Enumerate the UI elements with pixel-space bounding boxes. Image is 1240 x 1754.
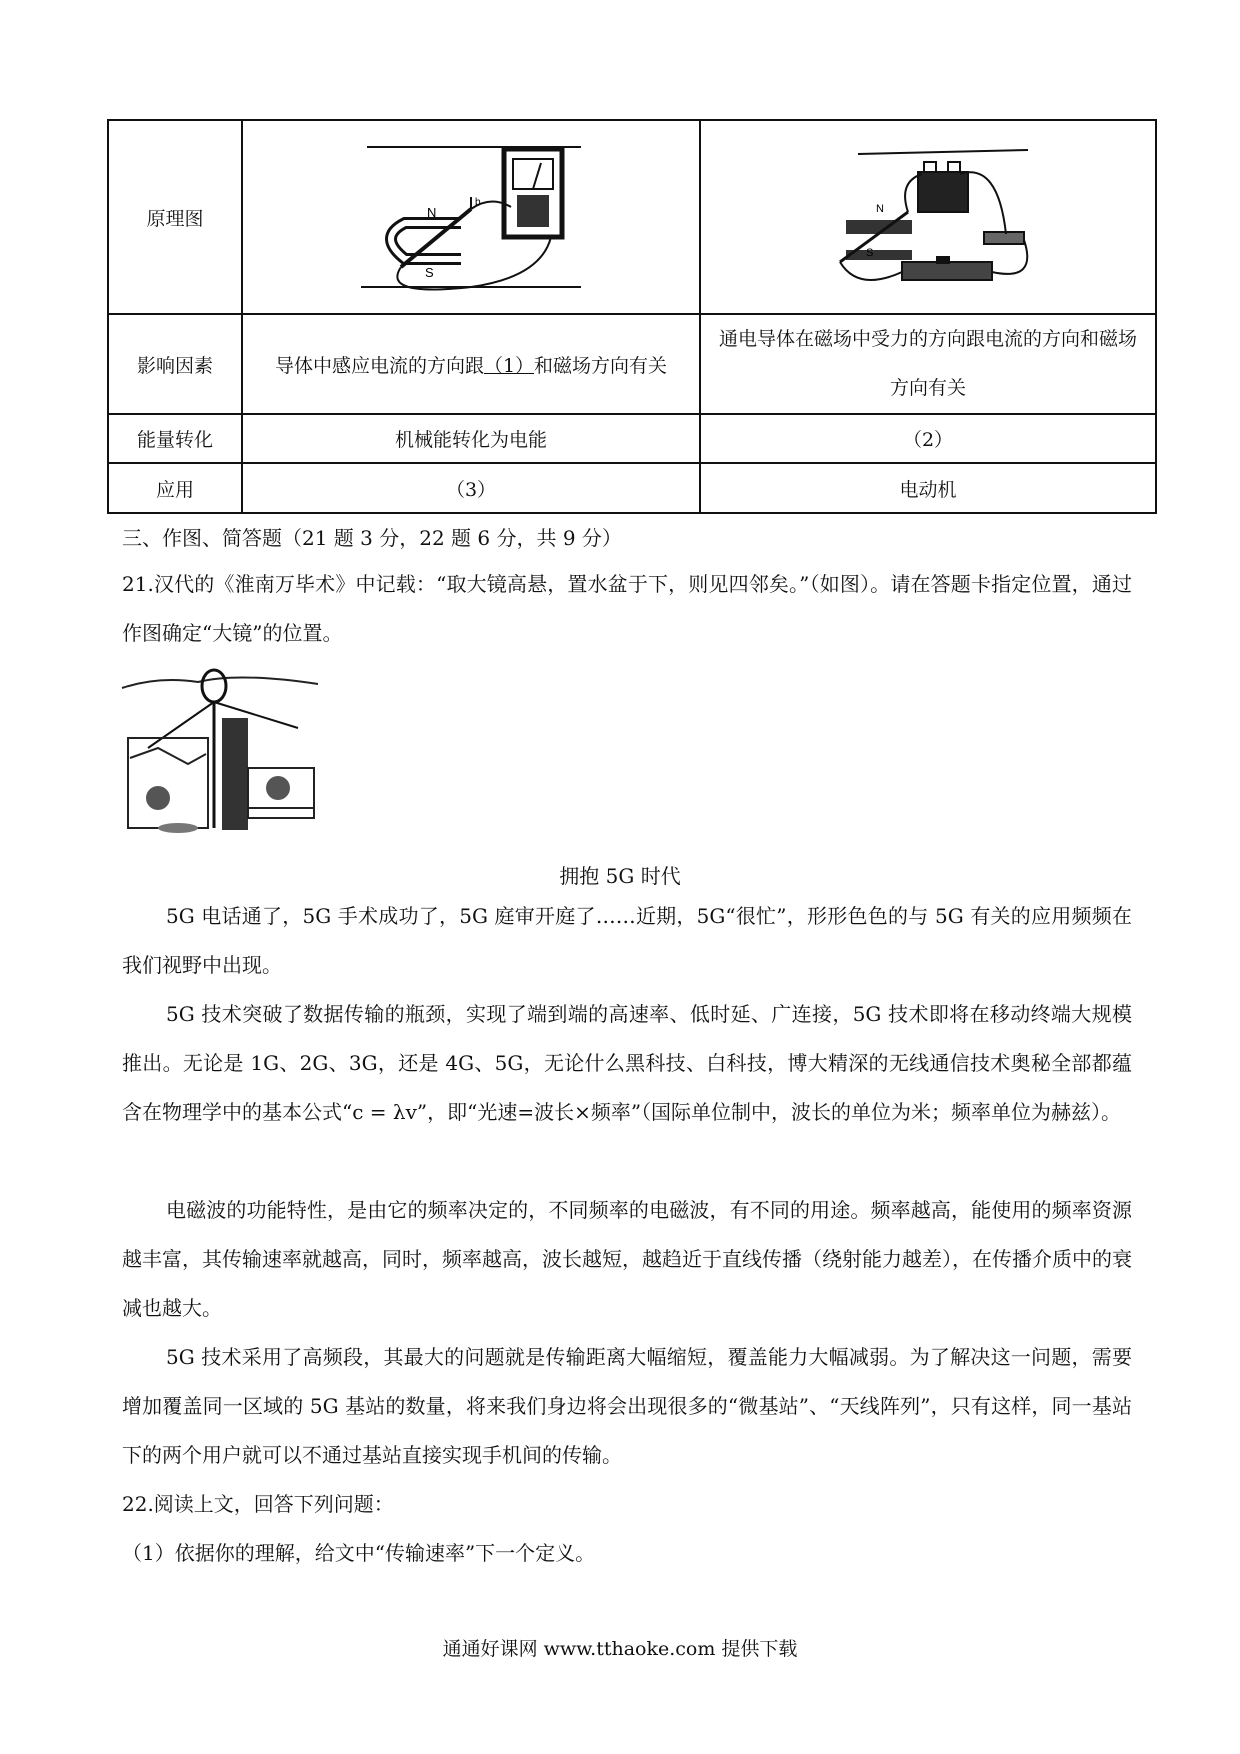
label-n: N [427, 205, 437, 220]
label-b: b [475, 197, 481, 208]
motor-circuit-diagram [818, 132, 1038, 302]
factor-force-cell: 通电导体在磁场中受力的方向跟电流的方向和磁场方向有关 [700, 314, 1156, 414]
principle-table [107, 119, 1157, 514]
blank-2: （2） [700, 414, 1156, 463]
ancient-mirror-illustration [118, 668, 320, 838]
article-paragraph-3: 电磁波的功能特性，是由它的频率决定的，不同频率的电磁波，有不同的用途。频率越高，能使用的频率资源越丰富，其传输速率就越高，同时，频率越高，波长越短，越趋近于直线传播（绕射能力越差），在传播介质中的衰减也越大。 [122, 1198, 1132, 1320]
q22-intro: 22.阅读上文，回答下列问题： [122, 1492, 394, 1516]
q21-text: 21.汉代的《淮南万毕术》中记载：“取大镜高悬，置水盆于下，则见四邻矣。”（如图）。请在答题卡指定位置，通过作图确定“大镜”的位置。 [122, 572, 1132, 645]
table-row-energy [108, 414, 1156, 463]
label-n2: N [876, 203, 884, 215]
blank-1: （1） [483, 354, 535, 377]
article-paragraph-4: 5G 技术采用了高频段，其最大的问题就是传输距离大幅缩短，覆盖能力大幅减弱。为了解决这一问题，需要增加覆盖同一区域的 5G 基站的数量，将来我们身边将会出现很多的“微基站”、“天线阵列”，只有这样，同一基站下的两个用户就可以不通过基站直接实现手机间的传输。 [122, 1345, 1132, 1467]
table-row-application [108, 463, 1156, 513]
table-row-factors [108, 314, 1156, 414]
section3-heading: 三、作图、简答题（21 题 3 分，22 题 6 分，共 9 分） [122, 526, 622, 550]
row-label-application: 应用 [108, 463, 242, 513]
energy-left-cell: 机械能转化为电能 [242, 414, 700, 463]
label-s2: S [866, 247, 874, 259]
generator-diagram-cell [242, 120, 700, 314]
row-label-diagram: 原理图 [108, 120, 242, 314]
row-label-energy: 能量转化 [108, 414, 242, 463]
label-s: S [425, 265, 434, 280]
article-paragraph-2: 5G 技术突破了数据传输的瓶颈，实现了端到端的高速率、低时延、广连接，5G 技术即将在移动终端大规模推出。无论是 1G、2G、3G，还是 4G、5G，无论什么黑科技、白科技，博大精深的无线通信技术奥秘全部都蕴含在物理学中的基本公式“c = λv”，即“光速=波长×频率”（国际单位制中，波长的单位为米；频率单位为赫兹）。 [122, 1002, 1132, 1124]
factor-left-text-before: 导体中感应电流的方向跟 [274, 354, 484, 377]
q22-sub1: （1）依据你的理解，给文中“传输速率”下一个定义。 [122, 1541, 596, 1565]
factor-induction-cell [242, 314, 700, 414]
application-right-cell: 电动机 [700, 463, 1156, 513]
table-row-diagram [108, 120, 1156, 314]
article-paragraph-1: 5G 电话通了，5G 手术成功了，5G 庭审开庭了……近期，5G“很忙”，形形色色的与 5G 有关的应用频频在我们视野中出现。 [122, 904, 1132, 977]
row-label-factors: 影响因素 [108, 314, 242, 414]
generator-circuit-diagram [321, 127, 621, 307]
footer-source: 通通好课网 www.tthaoke.com 提供下载 [442, 1638, 798, 1660]
motor-diagram-cell [700, 120, 1156, 314]
blank-3: （3） [242, 463, 700, 513]
factor-left-text-after: 和磁场方向有关 [534, 354, 668, 377]
article-title: 拥抱 5G 时代 [559, 864, 681, 888]
